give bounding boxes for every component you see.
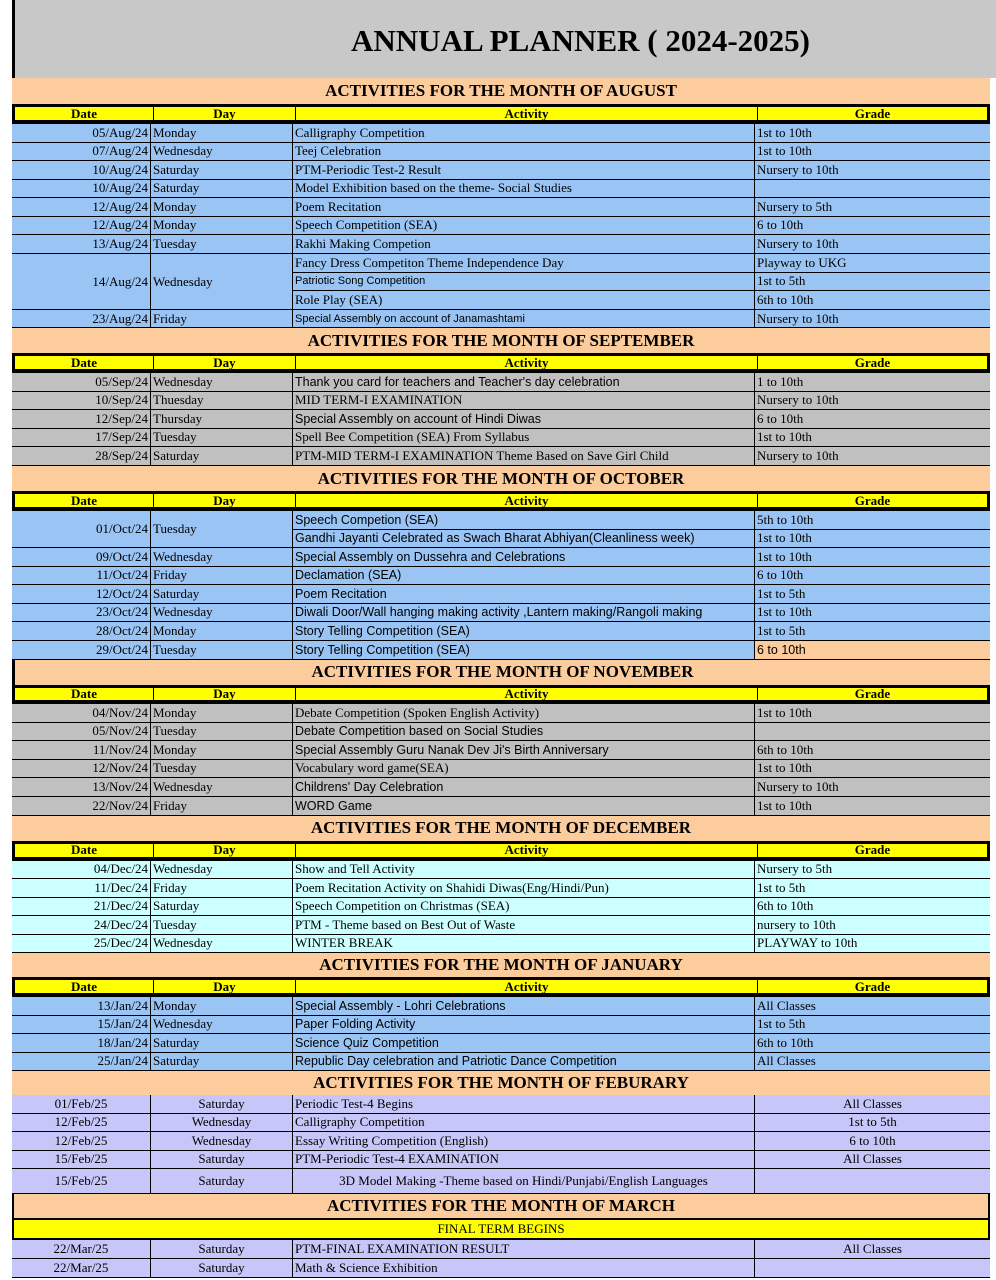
grade-cell: 6 to 10th	[755, 641, 990, 660]
day-cell: Tuesday	[151, 511, 293, 548]
header-grade: Grade	[758, 980, 987, 994]
table-header-october	[12, 491, 990, 511]
activity-cell: PTM-MID TERM-I EXAMINATION Theme Based on Save Girl Child	[293, 447, 755, 466]
header-activity: Activity	[296, 107, 758, 121]
grade-cell: 5th to 10th	[755, 511, 990, 530]
day-cell: Saturday	[151, 1240, 293, 1259]
table-header-september	[12, 353, 990, 373]
activity-cell: Patriotic Song Competition	[293, 273, 755, 292]
date-cell: 05/Nov/24	[12, 723, 151, 742]
table-row	[12, 997, 990, 1016]
date-cell: 14/Aug/24	[12, 254, 151, 310]
grade-cell: 1st to 5th	[755, 1016, 990, 1035]
date-cell: 15/Feb/25	[12, 1151, 151, 1170]
day-cell: Thuesday	[151, 392, 293, 411]
date-cell: 28/Oct/24	[12, 622, 151, 641]
table-row	[12, 1151, 990, 1170]
table-row	[12, 1259, 990, 1278]
date-cell: 10/Sep/24	[12, 392, 151, 411]
grade-cell: 1st to 10th	[755, 548, 990, 567]
activity-cell: Fancy Dress Competiton Theme Independence Day	[293, 254, 755, 273]
activity-cell: Math & Science Exhibition	[293, 1259, 755, 1278]
date-cell: 25/Dec/24	[12, 935, 151, 954]
date-cell: 05/Sep/24	[12, 373, 151, 392]
table-row	[12, 898, 990, 917]
activity-cell: Model Exhibition based on the theme- Social Studies	[293, 180, 755, 199]
day-cell: Wednesday	[151, 1016, 293, 1035]
table-row	[293, 254, 990, 273]
day-cell: Monday	[151, 622, 293, 641]
table-row	[12, 935, 990, 954]
table-row	[12, 704, 990, 723]
day-cell: Saturday	[151, 1169, 293, 1194]
grade-cell: 6 to 10th	[755, 567, 990, 586]
day-cell: Tuesday	[151, 760, 293, 779]
day-cell: Saturday	[151, 1053, 293, 1072]
activity-cell: Spell Bee Competition (SEA) From Syllabus	[293, 429, 755, 448]
activity-cell: Special Assembly Guru Nanak Dev Ji's Birth Anniversary	[293, 741, 755, 760]
activity-cell: MID TERM-I EXAMINATION	[293, 392, 755, 411]
grade-cell: 1st to 10th	[755, 704, 990, 723]
date-cell: 12/Aug/24	[12, 198, 151, 217]
activity-cell: 3D Model Making -Theme based on Hindi/Punjabi/English Languages	[293, 1169, 755, 1194]
grade-cell: nursery to 10th	[755, 916, 990, 935]
date-cell: 28/Sep/24	[12, 447, 151, 466]
grade-cell: All Classes	[755, 1240, 990, 1259]
day-cell: Tuesday	[151, 641, 293, 660]
month-banner-february: ACTIVITIES FOR THE MONTH OF FEBURARY	[12, 1071, 990, 1095]
activity-cell: Poem Recitation Activity on Shahidi Diwas(Eng/Hindi/Pun)	[293, 879, 755, 898]
grade-cell: All Classes	[755, 1151, 990, 1170]
day-cell: Saturday	[151, 898, 293, 917]
table-row	[12, 143, 990, 162]
date-cell: 13/Nov/24	[12, 778, 151, 797]
header-day: Day	[154, 688, 296, 702]
table-row	[12, 1034, 990, 1053]
table-row	[293, 291, 990, 310]
header-date: Date	[15, 107, 154, 121]
day-cell: Wednesday	[151, 1114, 293, 1133]
activity-cell: Paper Folding Activity	[293, 1016, 755, 1035]
activity-cell: Story Telling Competition (SEA)	[293, 641, 755, 660]
activity-cell: Thank you card for teachers and Teacher's day celebration	[293, 373, 755, 392]
activity-cell: Teej Celebration	[293, 143, 755, 162]
header-date: Date	[15, 356, 154, 370]
header-activity: Activity	[296, 688, 758, 702]
grade-cell: All Classes	[755, 997, 990, 1016]
date-cell: 12/Oct/24	[12, 585, 151, 604]
day-cell: Wednesday	[151, 861, 293, 880]
grade-cell: Nursery to 10th	[755, 447, 990, 466]
activity-cell: Republic Day celebration and Patriotic Dance Competition	[293, 1053, 755, 1072]
date-cell: 21/Dec/24	[12, 898, 151, 917]
grade-cell: Playway to UKG	[755, 254, 990, 273]
activity-cell: Role Play (SEA)	[293, 291, 755, 310]
day-cell: Saturday	[151, 1259, 293, 1278]
table-row	[12, 1240, 990, 1259]
grade-cell	[755, 723, 990, 742]
day-cell: Monday	[151, 124, 293, 143]
day-cell: Wednesday	[151, 548, 293, 567]
day-cell: Wednesday	[151, 604, 293, 623]
table-row	[12, 604, 990, 623]
table-row	[12, 567, 990, 586]
grade-cell: 1st to 10th	[755, 143, 990, 162]
header-grade: Grade	[758, 494, 987, 508]
activity-cell: PTM - Theme based on Best Out of Waste	[293, 916, 755, 935]
activity-cell: Diwali Door/Wall hanging making activity ,Lantern making/Rangoli making	[293, 604, 755, 623]
table-row	[12, 1016, 990, 1035]
table-row	[12, 235, 990, 254]
grade-cell: Nursery to 5th	[755, 198, 990, 217]
table-row	[12, 622, 990, 641]
date-cell: 15/Jan/24	[12, 1016, 151, 1035]
grade-cell: Nursery to 10th	[755, 161, 990, 180]
month-banner-december: ACTIVITIES FOR THE MONTH OF DECEMBER	[12, 816, 990, 841]
activity-cell: Rakhi Making Competion	[293, 235, 755, 254]
date-cell: 22/Nov/24	[12, 797, 151, 816]
header-grade: Grade	[758, 356, 987, 370]
date-cell: 18/Jan/24	[12, 1034, 151, 1053]
activity-cell: Childrens' Day Celebration	[293, 778, 755, 797]
grade-cell: 6 to 10th	[755, 410, 990, 429]
activity-cell: Story Telling Competition (SEA)	[293, 622, 755, 641]
date-cell: 23/Oct/24	[12, 604, 151, 623]
date-cell: 13/Aug/24	[12, 235, 151, 254]
header-date: Date	[15, 980, 154, 994]
day-cell: Friday	[151, 797, 293, 816]
activity-cell: PTM-FINAL EXAMINATION RESULT	[293, 1240, 755, 1259]
date-cell: 29/Oct/24	[12, 641, 151, 660]
activity-cell: Debate Competition (Spoken English Activity)	[293, 704, 755, 723]
activity-cell: Gandhi Jayanti Celebrated as Swach Bharat Abhiyan(Cleanliness week)	[293, 530, 755, 549]
grade-cell: Nursery to 5th	[755, 861, 990, 880]
date-cell: 11/Oct/24	[12, 567, 151, 586]
table-row	[12, 1095, 990, 1114]
table-row	[12, 1053, 990, 1072]
day-cell: Wednesday	[151, 254, 293, 310]
table-header-december	[12, 841, 990, 861]
activity-cell: WORD Game	[293, 797, 755, 816]
day-cell: Friday	[151, 567, 293, 586]
activity-cell: Debate Competition based on Social Studies	[293, 723, 755, 742]
grade-cell: Nursery to 10th	[755, 235, 990, 254]
table-row	[12, 861, 990, 880]
grade-cell: 6th to 10th	[755, 1034, 990, 1053]
date-cell: 07/Aug/24	[12, 143, 151, 162]
activity-cell: Essay Writing Competition (English)	[293, 1132, 755, 1151]
header-day: Day	[154, 844, 296, 858]
grade-cell: 1st to 5th	[755, 622, 990, 641]
header-day: Day	[154, 494, 296, 508]
table-row	[12, 723, 990, 742]
grade-cell: Nursery to 10th	[755, 310, 990, 328]
table-row	[12, 180, 990, 199]
table-row	[12, 310, 990, 328]
day-cell: Saturday	[151, 1034, 293, 1053]
table-header-november	[12, 685, 990, 705]
grade-cell: Nursery to 10th	[755, 778, 990, 797]
table-row	[293, 273, 990, 292]
date-cell: 11/Dec/24	[12, 879, 151, 898]
day-cell: Saturday	[151, 161, 293, 180]
header-activity: Activity	[296, 980, 758, 994]
month-banner-november: ACTIVITIES FOR THE MONTH OF NOVEMBER	[12, 660, 990, 685]
date-cell: 17/Sep/24	[12, 429, 151, 448]
header-grade: Grade	[758, 844, 987, 858]
header-grade: Grade	[758, 688, 987, 702]
day-cell: Friday	[151, 879, 293, 898]
month-banner-october: ACTIVITIES FOR THE MONTH OF OCTOBER	[12, 466, 990, 491]
table-row	[12, 760, 990, 779]
grade-cell: All Classes	[755, 1095, 990, 1114]
grade-cell: 1st to 10th	[755, 604, 990, 623]
grade-cell: 6th to 10th	[755, 741, 990, 760]
grade-cell: 1 to 10th	[755, 373, 990, 392]
day-cell: Thursday	[151, 410, 293, 429]
date-cell: 10/Aug/24	[12, 161, 151, 180]
day-cell: Wednesday	[151, 935, 293, 954]
date-cell: 13/Jan/24	[12, 997, 151, 1016]
grade-cell: 1st to 10th	[755, 797, 990, 816]
month-banner-march: ACTIVITIES FOR THE MONTH OF MARCH	[12, 1194, 990, 1218]
grade-cell	[755, 1169, 990, 1194]
day-cell: Monday	[151, 997, 293, 1016]
header-day: Day	[154, 980, 296, 994]
date-cell: 12/Nov/24	[12, 760, 151, 779]
date-cell: 12/Aug/24	[12, 217, 151, 236]
grade-cell: 6th to 10th	[755, 898, 990, 917]
table-row	[293, 511, 990, 530]
grade-cell: Nursery to 10th	[755, 392, 990, 411]
table-row	[12, 373, 990, 392]
activity-cell: Poem Recitation	[293, 585, 755, 604]
day-cell: Saturday	[151, 180, 293, 199]
grade-cell	[755, 1259, 990, 1278]
day-cell: Saturday	[151, 1151, 293, 1170]
table-row	[12, 585, 990, 604]
header-activity: Activity	[296, 494, 758, 508]
table-row	[12, 429, 990, 448]
month-banner-august: ACTIVITIES FOR THE MONTH OF AUGUST	[12, 78, 990, 104]
grade-cell: 1st to 5th	[755, 585, 990, 604]
table-row	[12, 879, 990, 898]
activity-cell: Speech Competion (SEA)	[293, 511, 755, 530]
date-cell: 24/Dec/24	[12, 916, 151, 935]
page-title: ANNUAL PLANNER ( 2024-2025)	[12, 0, 996, 78]
table-row	[12, 1169, 990, 1194]
month-banner-january: ACTIVITIES FOR THE MONTH OF JANUARY	[12, 953, 990, 977]
activity-cell: Speech Competition (SEA)	[293, 217, 755, 236]
date-cell: 04/Dec/24	[12, 861, 151, 880]
day-cell: Saturday	[151, 447, 293, 466]
day-cell: Tuesday	[151, 429, 293, 448]
grade-cell: 6th to 10th	[755, 291, 990, 310]
grade-cell: 1st to 5th	[755, 1114, 990, 1133]
activity-cell: Show and Tell Activity	[293, 861, 755, 880]
header-activity: Activity	[296, 844, 758, 858]
table-row	[12, 1114, 990, 1133]
activity-cell: Vocabulary word game(SEA)	[293, 760, 755, 779]
day-cell: Friday	[151, 310, 293, 328]
date-cell: 12/Sep/24	[12, 410, 151, 429]
date-cell: 12/Feb/25	[12, 1132, 151, 1151]
activity-cell: Periodic Test-4 Begins	[293, 1095, 755, 1114]
activity-cell: Science Quiz Competition	[293, 1034, 755, 1053]
grade-cell: PLAYWAY to 10th	[755, 935, 990, 954]
activity-cell: WINTER BREAK	[293, 935, 755, 954]
activity-cell: PTM-Periodic Test-2 Result	[293, 161, 755, 180]
date-cell: 25/Jan/24	[12, 1053, 151, 1072]
grade-cell: All Classes	[755, 1053, 990, 1072]
header-day: Day	[154, 107, 296, 121]
table-row	[12, 797, 990, 816]
activity-cell: Declamation (SEA)	[293, 567, 755, 586]
grade-cell: 6 to 10th	[755, 217, 990, 236]
header-grade: Grade	[758, 107, 987, 121]
date-cell: 12/Feb/25	[12, 1114, 151, 1133]
table-row	[12, 447, 990, 466]
date-cell: 23/Aug/24	[12, 310, 151, 328]
table-header-august	[12, 104, 990, 124]
day-cell: Tuesday	[151, 235, 293, 254]
table-row	[12, 548, 990, 567]
activity-cell: Special Assembly on Dussehra and Celebrations	[293, 548, 755, 567]
table-row	[12, 161, 990, 180]
header-day: Day	[154, 356, 296, 370]
activity-cell: Speech Competition on Christmas (SEA)	[293, 898, 755, 917]
header-date: Date	[15, 844, 154, 858]
date-cell: 11/Nov/24	[12, 741, 151, 760]
day-cell: Monday	[151, 217, 293, 236]
table-row	[12, 741, 990, 760]
date-cell: 05/Aug/24	[12, 124, 151, 143]
activity-cell: Special Assembly on account of Hindi Diwas	[293, 410, 755, 429]
day-cell: Saturday	[151, 1095, 293, 1114]
day-cell: Wednesday	[151, 373, 293, 392]
grade-cell: 1st to 10th	[755, 760, 990, 779]
date-cell: 22/Mar/25	[12, 1240, 151, 1259]
date-cell: 09/Oct/24	[12, 548, 151, 567]
day-cell: Monday	[151, 704, 293, 723]
grade-cell: 1st to 10th	[755, 124, 990, 143]
activity-cell: Special Assembly - Lohri Celebrations	[293, 997, 755, 1016]
date-cell: 01/Feb/25	[12, 1095, 151, 1114]
table-row	[12, 217, 990, 236]
day-cell: Saturday	[151, 585, 293, 604]
day-cell: Tuesday	[151, 916, 293, 935]
activity-cell: PTM-Periodic Test-4 EXAMINATION	[293, 1151, 755, 1170]
day-cell: Wednesday	[151, 778, 293, 797]
grade-cell	[755, 180, 990, 199]
final-term-banner: FINAL TERM BEGINS	[12, 1218, 990, 1240]
day-cell: Wednesday	[151, 143, 293, 162]
table-row	[12, 392, 990, 411]
month-banner-september: ACTIVITIES FOR THE MONTH OF SEPTEMBER	[12, 328, 990, 353]
date-cell: 01/Oct/24	[12, 511, 151, 548]
header-date: Date	[15, 494, 154, 508]
table-row	[12, 778, 990, 797]
table-row	[12, 198, 990, 217]
grade-cell: 1st to 5th	[755, 273, 990, 292]
day-cell: Tuesday	[151, 723, 293, 742]
day-cell: Monday	[151, 198, 293, 217]
grade-cell: 6 to 10th	[755, 1132, 990, 1151]
activity-cell: Calligraphy Competition	[293, 124, 755, 143]
date-cell: 10/Aug/24	[12, 180, 151, 199]
activity-cell: Poem Recitation	[293, 198, 755, 217]
grade-cell: 1st to 5th	[755, 879, 990, 898]
date-cell: 15/Feb/25	[12, 1169, 151, 1194]
date-cell: 22/Mar/25	[12, 1259, 151, 1278]
table-row	[12, 641, 990, 660]
date-cell: 04/Nov/24	[12, 704, 151, 723]
header-activity: Activity	[296, 356, 758, 370]
day-cell: Wednesday	[151, 1132, 293, 1151]
table-header-january	[12, 977, 990, 997]
table-row	[12, 124, 990, 143]
grade-cell: 1st to 10th	[755, 530, 990, 549]
header-date: Date	[15, 688, 154, 702]
activity-cell: Calligraphy Competition	[293, 1114, 755, 1133]
table-row	[12, 410, 990, 429]
table-row	[12, 916, 990, 935]
table-row	[12, 1132, 990, 1151]
table-row	[293, 530, 990, 549]
day-cell: Monday	[151, 741, 293, 760]
grade-cell: 1st to 10th	[755, 429, 990, 448]
activity-cell: Special Assembly on account of Janamashtami	[293, 310, 755, 328]
